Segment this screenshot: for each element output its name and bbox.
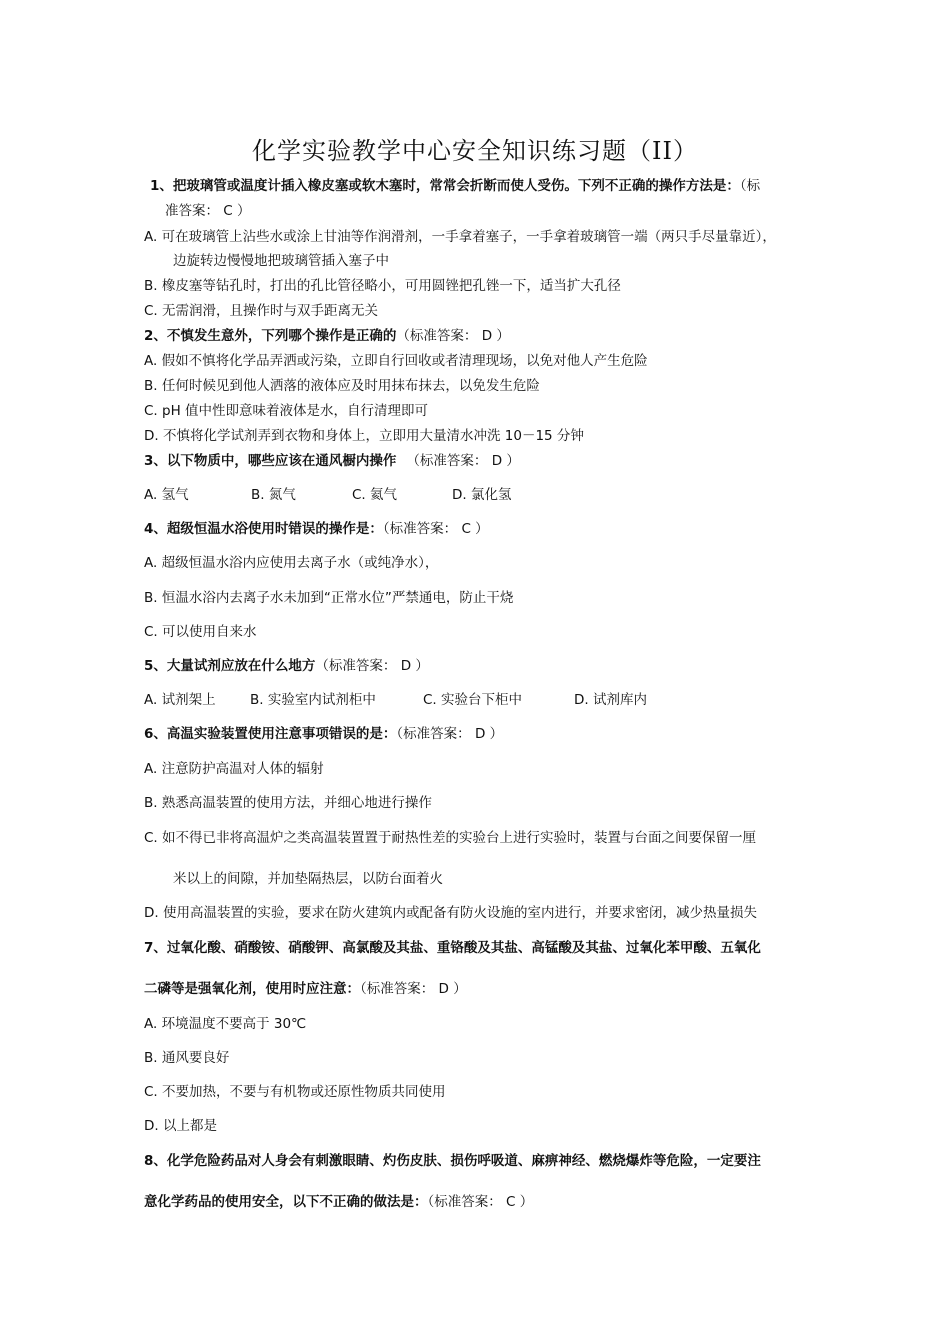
page-title: 化学实验教学中心安全知识练习题（II） <box>252 137 698 165</box>
question-6-option-b: B. 熟悉高温装置的使用方法，并细心地进行操作 <box>144 795 432 811</box>
question-4-option-b: B. 恒温水浴内去离子水未加到“正常水位”严禁通电，防止干烧 <box>144 590 514 606</box>
question-7-stem-cont <box>144 979 467 999</box>
question-1-stem-text: 1、把玻璃管或温度计插入橡皮塞或软木塞时，常常会折断而使人受伤。下列不正确的操作方法是： <box>150 178 740 194</box>
question-5-option-d: D. 试剂库内 <box>574 692 647 708</box>
question-1-answer: 准答案： C ） <box>165 203 251 219</box>
question-3-stem-text: 3、以下物质中，哪些应该在通风橱内操作 <box>144 453 397 469</box>
question-3-options <box>144 485 511 505</box>
question-1-option-c: C. 无需润滑，且操作时与双手距离无关 <box>144 303 379 319</box>
question-5-stem-text: 5、大量试剂应放在什么地方 <box>144 658 316 674</box>
question-7-stem-text: 二磷等是强氧化剂，使用时应注意： <box>144 981 360 997</box>
question-7-answer: （标准答案： D ） <box>360 981 467 997</box>
question-5-options <box>144 690 647 710</box>
question-7-option-d: D. 以上都是 <box>144 1118 217 1134</box>
question-3-option-d: D. 氯化氢 <box>452 487 512 503</box>
question-1-answer-start: （标 <box>739 178 761 194</box>
question-6-option-a: A. 注意防护高温对人体的辐射 <box>144 761 324 777</box>
question-2-option-c: C. pH 值中性即意味着液体是水，自行清理即可 <box>144 403 429 419</box>
question-5-option-a: A. 试剂架上 <box>144 692 216 708</box>
question-2-answer: （标准答案： D ） <box>396 328 510 344</box>
question-6-stem <box>144 724 503 744</box>
question-2-option-a: A. 假如不慎将化学品弄洒或污染，立即自行回收或者清理现场，以免对他人产生危险 <box>144 353 648 369</box>
question-8-stem-cont <box>144 1192 533 1212</box>
question-6-stem-text: 6、高温实验装置使用注意事项错误的是： <box>144 726 397 742</box>
question-4-answer: （标准答案： C ） <box>382 521 489 537</box>
question-1-option-a: A. 可在玻璃管上沾些水或涂上甘油等作润滑剂，一手拿着塞子，一手拿着玻璃管一端（两只手尽量靠近）， <box>144 229 776 245</box>
question-5-option-c: C. 实验台下柜中 <box>423 692 523 708</box>
question-6-answer: （标准答案： D ） <box>396 726 504 742</box>
question-7-option-c: C. 不要加热，不要与有机物或还原性物质共同使用 <box>144 1084 446 1100</box>
question-8-stem: 8、化学危险药品对人身会有刺激眼睛、灼伤皮肤、损伤呼吸道、麻痹神经、燃烧爆炸等危险，一定要注 <box>144 1153 761 1169</box>
question-4-stem-text: 4、超级恒温水浴使用时错误的操作是： <box>144 521 383 537</box>
question-2-stem-text: 2、不慎发生意外，下列哪个操作是正确的 <box>144 328 397 344</box>
question-2-option-b: B. 任何时候见到他人洒落的液体应及时用抹布抹去，以免发生危险 <box>144 378 540 394</box>
question-7-option-b: B. 通风要良好 <box>144 1050 230 1066</box>
question-3-answer: （标准答案： D ） <box>406 453 520 469</box>
question-5-option-b: B. 实验室内试剂柜中 <box>250 692 376 708</box>
question-3-stem <box>144 451 520 471</box>
question-1-option-a-cont: 边旋转边慢慢地把玻璃管插入塞子中 <box>173 253 389 269</box>
question-4-stem <box>144 519 489 539</box>
question-1-option-b: B. 橡皮塞等钻孔时，打出的孔比管径略小，可用圆锉把孔锉一下，适当扩大孔径 <box>144 278 621 294</box>
question-6-option-d: D. 使用高温装置的实验，要求在防火建筑内或配备有防火设施的室内进行，并要求密闭，减少热量损失 <box>144 905 757 921</box>
question-5-answer: （标准答案： D ） <box>315 658 429 674</box>
question-7-option-a: A. 环境温度不要高于 30℃ <box>144 1016 307 1032</box>
question-8-answer: （标准答案： C ） <box>427 1194 534 1210</box>
question-4-option-c: C. 可以使用自来水 <box>144 624 257 640</box>
question-2-option-d: D. 不慎将化学试剂弄到衣物和身体上，立即用大量清水冲洗 10－15 分钟 <box>144 428 584 444</box>
question-6-option-c: C. 如不得已非将高温炉之类高温装置置于耐热性差的实验台上进行实验时，装置与台面之间要保留一厘 <box>144 830 757 846</box>
question-3-option-c: C. 氦气 <box>352 487 398 503</box>
question-6-option-c-cont: 米以上的间隙，并加垫隔热层，以防台面着火 <box>173 871 443 887</box>
question-4-option-a: A. 超级恒温水浴内应使用去离子水（或纯净水）， <box>144 555 439 571</box>
question-3-option-a: A. 氢气 <box>144 487 189 503</box>
question-7-stem: 7、过氧化酸、硝酸铵、硝酸钾、高氯酸及其盐、重铬酸及其盐、高锰酸及其盐、过氧化苯甲酸、五氧化 <box>144 940 761 956</box>
question-3-option-b: B. 氮气 <box>251 487 296 503</box>
question-2-stem <box>144 326 510 346</box>
question-8-stem-text: 意化学药品的使用安全，以下不正确的做法是： <box>144 1194 428 1210</box>
question-5-stem <box>144 656 429 676</box>
question-1-stem <box>150 176 760 196</box>
